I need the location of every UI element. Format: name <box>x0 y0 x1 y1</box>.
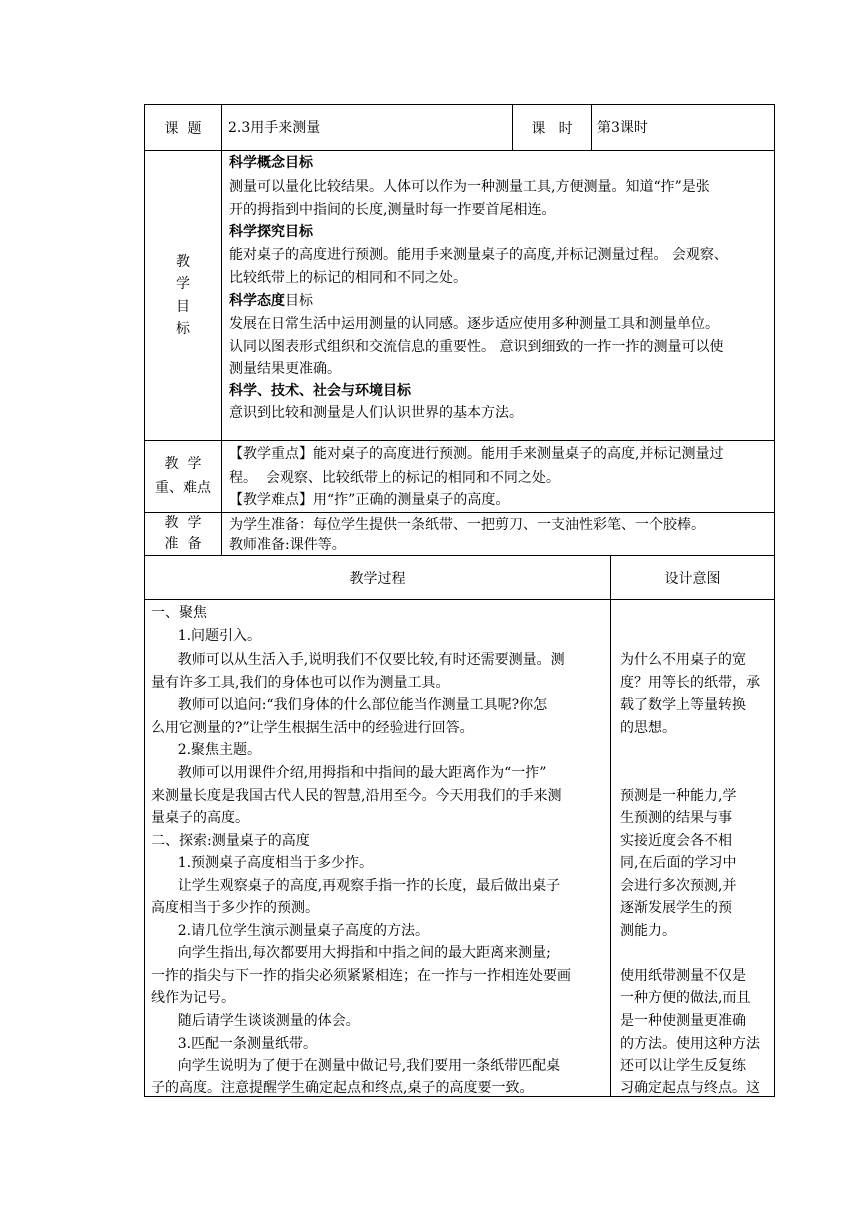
topic-label-text: 课 题 <box>164 120 202 137</box>
objective-text: 认同以图表形式组织和交流信息的重要性。 意识到细致的一拃一拃的测量可以使 <box>229 339 724 355</box>
objectives-label-char: 学 <box>176 276 190 293</box>
objectives-label-char: 标 <box>176 320 190 337</box>
objective-text: 意识到比较和测量是人们认识世界的基本方法。 <box>229 405 523 421</box>
process-line: 二、探索:测量桌子的高度 <box>151 833 310 849</box>
intent-line: 度？用等长的纸带，承 <box>620 675 760 691</box>
preparation-label-line: 准 备 <box>164 536 202 552</box>
process-line: 向学生指出,每次都要用大拇指和中指之间的最大距离来测量; <box>151 945 551 961</box>
process-line: 量桌子的高度。 <box>151 810 249 826</box>
process-line: 1.问题引入。 <box>151 628 262 644</box>
topic-value: 2.3用手来测量 <box>228 120 321 136</box>
preparation-label <box>145 513 221 555</box>
key-point-line: 程。 会观察、比较纸带上的标记的相同和不同之处。 <box>229 470 560 486</box>
process-line: 教师可以用课件介绍,用拇指和中指间的最大距离作为“一拃” <box>151 765 547 781</box>
process-line: 一、聚焦 <box>151 605 207 621</box>
period-label <box>513 105 591 150</box>
process-intent-divider <box>610 555 611 1097</box>
objective-text: 发展在日常生活中运用测量的认同感。逐步适应使用多种测量工具和测量单位。 <box>229 316 719 332</box>
process-line: 1.预测桌子高度相当于多少拃。 <box>151 855 374 871</box>
process-line: 量有许多工具,我们的身体也可以作为测量工具。 <box>151 675 450 691</box>
outer-right-border <box>774 104 775 1097</box>
objective-heading-mixed <box>229 294 313 308</box>
row-divider <box>144 1096 775 1097</box>
process-line: 教师可以从生活入手,说明我们不仅要比较,有时还需要测量。测 <box>151 652 565 668</box>
key-point-line: 【教学重点】能对桌子的高度进行预测。能用手来测量桌子的高度,并标记测量过 <box>229 446 724 462</box>
intent-line: 会进行多次预测,并 <box>620 878 737 894</box>
process-line: 2.聚焦主题。 <box>151 742 262 758</box>
row-divider <box>144 512 775 513</box>
intent-line: 实接近度会各不相 <box>620 833 732 849</box>
intent-line: 为什么不用桌子的宽 <box>620 652 746 668</box>
key-point-line: 【教学难点】用“拃”正确的测量桌子的高度。 <box>229 492 510 508</box>
intent-line: 同,在后面的学习中 <box>620 855 737 871</box>
key-points-label <box>145 441 221 512</box>
intent-line: 生预测的结果与事 <box>620 810 732 826</box>
intent-line: 预测是一种能力,学 <box>620 788 737 804</box>
objectives-label-char: 教 <box>176 253 190 270</box>
key-points-label-line: 教 学 <box>164 455 202 472</box>
process-line: 2.请几位学生演示测量桌子高度的方法。 <box>151 923 430 939</box>
objective-heading: 科学概念目标 <box>229 155 313 171</box>
objective-text: 能对桌子的高度进行预测。能用手来测量桌子的高度,并标记测量过程。 会观察、 <box>229 247 728 263</box>
process-line: 来测量长度是我国古代人民的智慧,沿用至今。今天用我们的手来测 <box>151 788 562 804</box>
objective-heading: 科学探究目标 <box>229 224 313 240</box>
intent-line: 使用纸带测量不仅是 <box>620 968 746 984</box>
intent-line: 一种方便的做法,而且 <box>620 990 751 1006</box>
objective-text: 比较纸带上的标记的相同和不同之处。 <box>229 270 467 286</box>
process-line: 让学生观察桌子的高度,再观察手指一拃的长度，最后做出桌子 <box>151 878 561 894</box>
intent-line: 是一种使测量更准确 <box>620 1013 746 1029</box>
key-points-label-line: 重、难点 <box>155 479 211 496</box>
intent-line: 测能力。 <box>620 923 676 939</box>
header-divider <box>591 104 592 151</box>
row-divider <box>144 599 775 600</box>
process-line: 随后请学生谈谈测量的体会。 <box>151 1013 360 1029</box>
process-line: 一拃的指尖与下一拃的指尖必须紧紧相连；在一拃与一拃相连处要画 <box>151 968 571 984</box>
process-line: 向学生说明为了便于在测量中做记号,我们要用一条纸带匹配桌 <box>151 1058 561 1074</box>
label-column-divider <box>221 104 222 556</box>
period-label-text: 课 时 <box>531 120 573 137</box>
preparation-line: 为学生准备：每位学生提供一条纸带、一把剪刀、一支油性彩笔、一个胶棒。 <box>229 517 705 533</box>
period-value: 第3课时 <box>597 120 648 136</box>
process-line: 线作为记号。 <box>151 990 235 1006</box>
process-line: 教师可以追问:“我们身体的什么部位能当作测量工具呢?你怎 <box>151 697 548 713</box>
topic-label <box>145 105 221 150</box>
process-line: 子的高度。注意提醒学生确定起点和终点,桌子的高度要一致。 <box>151 1080 534 1096</box>
intent-line: 还可以让学生反复练 <box>620 1058 746 1074</box>
process-line: 么用它测量的?”让学生根据生活中的经验进行回答。 <box>151 720 474 736</box>
preparation-line: 教师准备:课件等。 <box>229 537 346 553</box>
objectives-label-char: 目 <box>176 298 190 315</box>
intent-line: 习确定起点与终点。这 <box>620 1080 760 1096</box>
objective-heading-bold-part: 科学态度 <box>229 293 285 309</box>
process-header-text: 教学过程 <box>349 570 406 587</box>
objective-text: 测量可以量化比较结果。人体可以作为一种测量工具,方便测量。知道“拃”是张 <box>229 179 710 195</box>
intent-line: 的方法。使用这种方法 <box>620 1036 760 1052</box>
objective-text: 开的拇指到中指间的长度,测量时每一拃要首尾相连。 <box>229 202 556 218</box>
intent-header <box>611 556 774 599</box>
row-divider <box>144 104 775 105</box>
row-divider <box>144 150 775 151</box>
process-line: 3.匹配一条测量纸带。 <box>151 1036 318 1052</box>
process-line: 高度相当于多少拃的预测。 <box>151 900 319 916</box>
preparation-label-line: 教 学 <box>164 515 202 531</box>
objectives-label <box>145 151 221 440</box>
intent-line: 的思想。 <box>620 720 676 736</box>
objective-text: 测量结果更准确。 <box>229 361 341 377</box>
intent-line: 载了数学上等量转换 <box>620 697 746 713</box>
row-divider <box>144 440 775 441</box>
intent-header-text: 设计意图 <box>664 570 721 587</box>
objective-heading-plain-part: 目标 <box>285 293 313 309</box>
objective-heading: 科学、技术、社会与环境目标 <box>229 383 411 399</box>
process-header <box>145 556 610 599</box>
intent-line: 逐渐发展学生的预 <box>620 900 732 916</box>
